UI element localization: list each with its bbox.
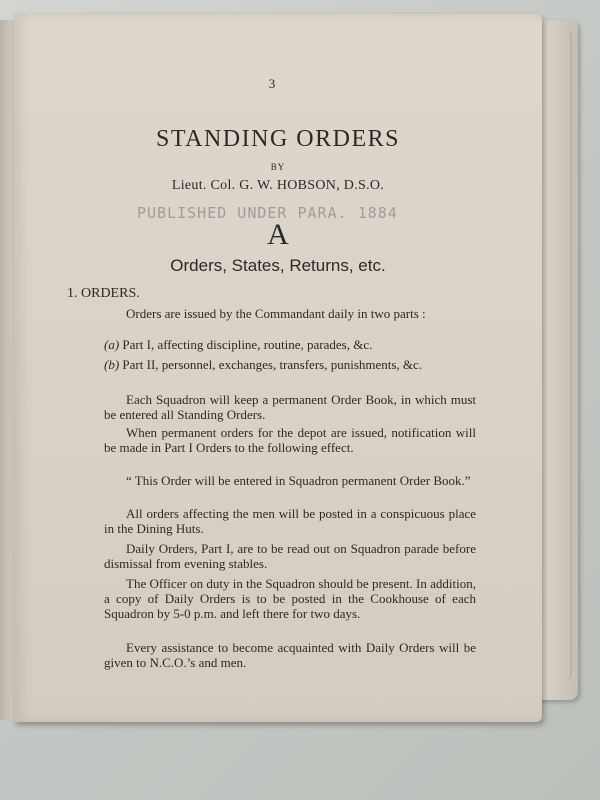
published-stamp: PUBLISHED UNDER PARA. 1884 xyxy=(137,204,398,222)
list-text-b: Part II, personnel, exchanges, transfers, punishments, &c. xyxy=(122,357,423,372)
paragraph-6: Daily Orders, Part I, are to be read out on Squadron parade before dismissal from evening stables. xyxy=(104,541,476,571)
list-item-a xyxy=(104,337,502,352)
paragraph-3: When permanent orders for the depot are issued, notification will be made in Part I Orders to the following effect. xyxy=(104,425,476,455)
by-line: BY xyxy=(270,162,286,172)
author-line: Lieut. Col. G. W. HOBSON, D.S.O. xyxy=(171,178,385,193)
paragraph-5: All orders affecting the men will be posted in a conspicuous place in the Dining Huts. xyxy=(104,506,476,536)
paragraph-8: Every assistance to become acquainted with Daily Orders will be given to N.C.O.’s and men. xyxy=(104,640,476,670)
paragraph-2: Each Squadron will keep a permanent Order Book, in which must be entered all Standing Orders. xyxy=(104,392,476,422)
orders-heading: 1. ORDERS. xyxy=(67,286,140,301)
book-page xyxy=(14,14,542,722)
list-marker-b: (b) xyxy=(104,357,120,372)
page-title: STANDING ORDERS xyxy=(156,126,400,152)
list-marker-a: (a) xyxy=(104,337,120,352)
section-title: Orders, States, Returns, etc. xyxy=(170,256,386,275)
list-item-b xyxy=(104,357,502,372)
paragraph-7: The Officer on duty in the Squadron should be present. In addition, a copy of Daily Orders is to be posted in the Cookhouse of each Squadron by 5-0 p.m. and left there for two days. xyxy=(104,576,476,621)
list-text-a: Part I, affecting discipline, routine, parades, &c. xyxy=(122,337,373,352)
paragraph-1: Orders are issued by the Commandant daily in two parts : xyxy=(126,306,426,321)
section-letter: A xyxy=(267,218,289,251)
paragraph-4: “ This Order will be entered in Squadron permanent Order Book.” xyxy=(126,473,471,488)
page-number: 3 xyxy=(268,76,276,91)
